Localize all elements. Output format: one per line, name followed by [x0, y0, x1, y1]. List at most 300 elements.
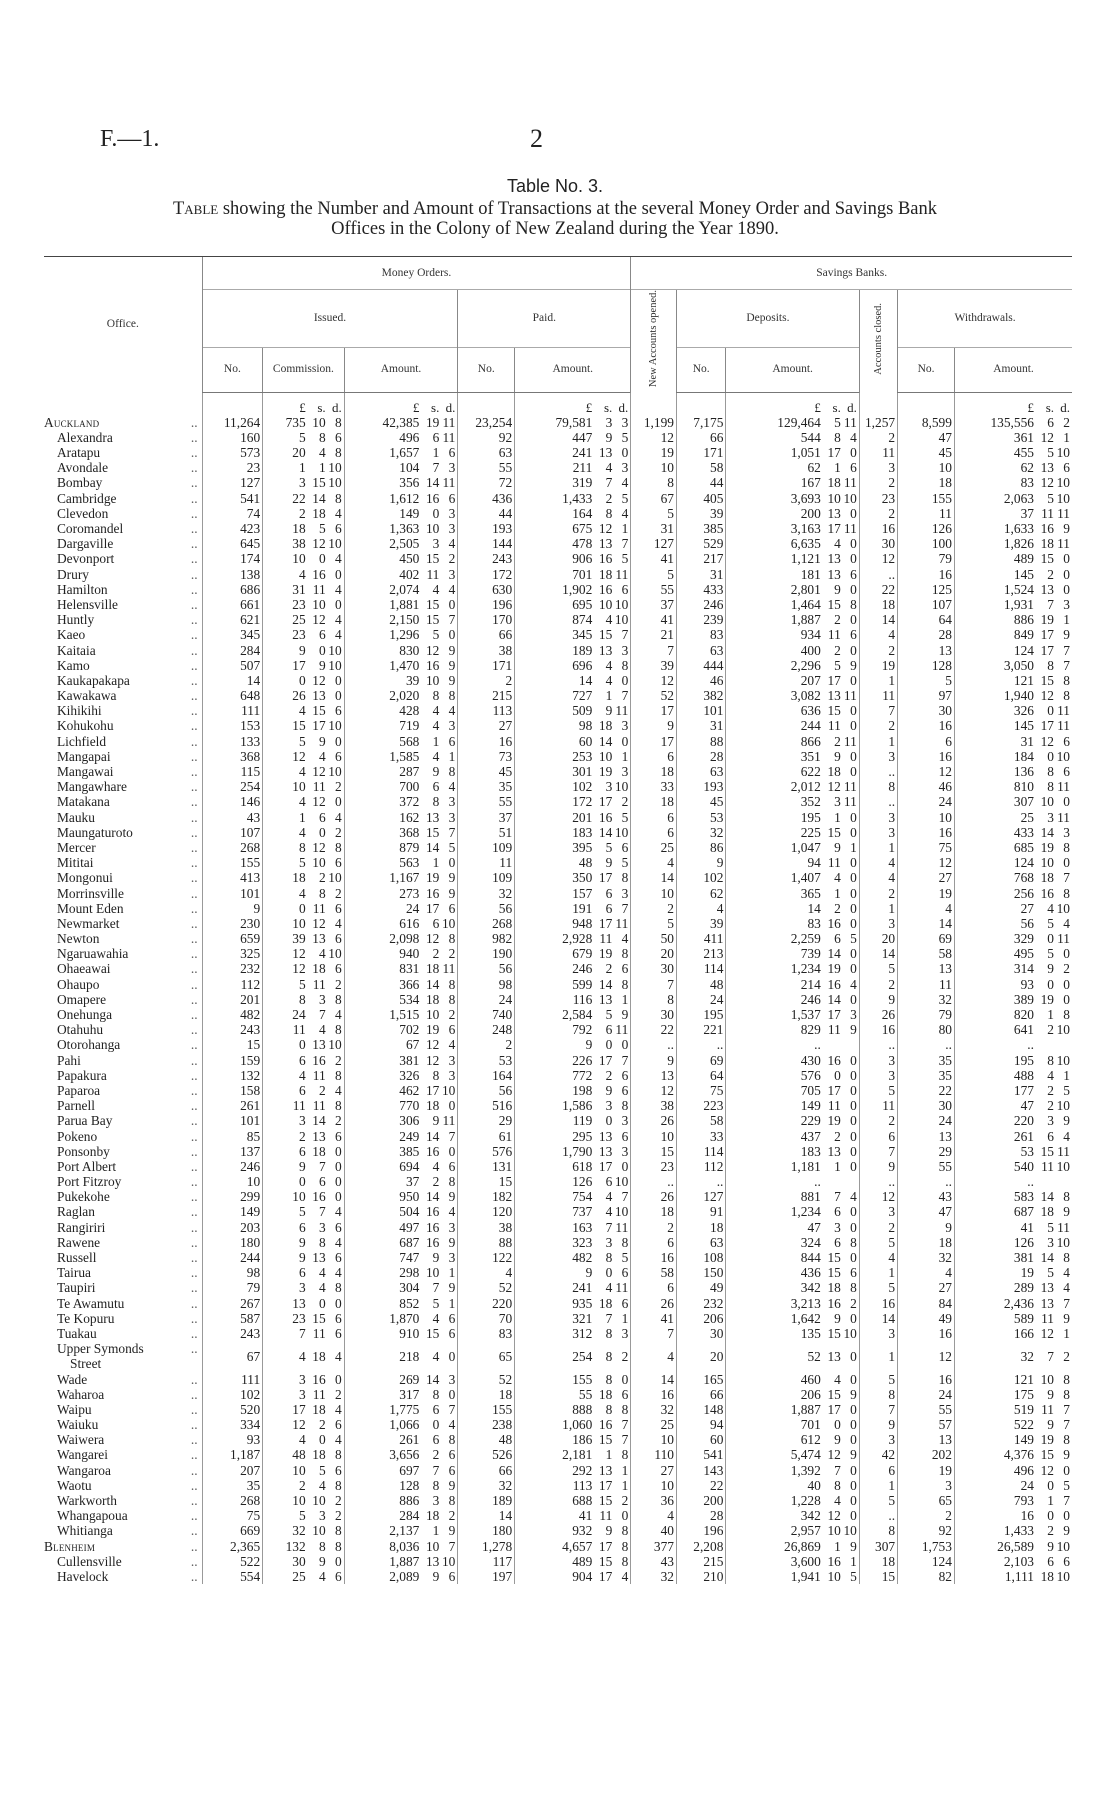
withdrawals-no-cell: 16 — [898, 1371, 955, 1386]
withdrawals-amount-cell: 583 14 8 — [954, 1189, 1072, 1204]
withdrawals-amount-cell: 589 11 9 — [954, 1311, 1072, 1326]
issued-no-cell: 645 — [202, 536, 263, 551]
issued-amount-cell: 402 11 3 — [344, 566, 458, 581]
issued-amount-cell: 24 17 6 — [344, 901, 458, 916]
withdrawals-no-cell: 80 — [898, 1022, 955, 1037]
paid-amount-cell: 254 8 2 — [515, 1341, 631, 1371]
paid-amount-cell: 906 16 5 — [515, 551, 631, 566]
new-accounts-cell: 18 — [631, 1204, 677, 1219]
table-row — [44, 931, 1072, 946]
issued-amount-cell: 317 8 0 — [344, 1387, 458, 1402]
issued-amount-cell: 1,657 1 6 — [344, 445, 458, 460]
issued-amount-cell: 831 18 11 — [344, 961, 458, 976]
leader-dots: .. — [190, 1310, 198, 1326]
table-row — [44, 688, 1072, 703]
issued-amount-cell: 534 18 8 — [344, 992, 458, 1007]
accounts-closed-cell: 18 — [859, 1554, 897, 1569]
new-accounts-cell: 31 — [631, 521, 677, 536]
withdrawals-amount-cell: 19 5 4 — [954, 1265, 1072, 1280]
deposits-no-cell: 382 — [677, 688, 726, 703]
deposits-no-cell: 86 — [677, 840, 726, 855]
deposits-amount-cell: 149 11 0 — [726, 1098, 859, 1113]
new-accounts-cell: 6 — [631, 825, 677, 840]
office-name: Pukekohe — [57, 1189, 110, 1205]
office-cell — [44, 536, 202, 551]
issued-no-cell: 246 — [202, 1159, 263, 1174]
withdrawals-amount-cell: 53 15 11 — [954, 1144, 1072, 1159]
new-accounts-cell: 10 — [631, 885, 677, 900]
paid-amount-cell: 2,928 11 4 — [515, 931, 631, 946]
issued-no-cell: 132 — [202, 1068, 263, 1083]
withdrawals-amount-cell: 522 9 7 — [954, 1417, 1072, 1432]
issued-no-cell: 522 — [202, 1554, 263, 1569]
withdrawals-amount-cell: 488 4 1 — [954, 1068, 1072, 1083]
issued-no-cell: 659 — [202, 931, 263, 946]
paid-amount-cell: 904 17 4 — [515, 1569, 631, 1584]
leader-dots: .. — [190, 1204, 198, 1220]
accounts-closed-cell: 3 — [859, 916, 897, 931]
issued-amount-cell: 428 4 4 — [344, 703, 458, 718]
leader-dots: .. — [190, 490, 198, 506]
deposits-amount-cell: 183 13 0 — [726, 1144, 859, 1159]
table-row — [44, 1007, 1072, 1022]
deposits-amount-cell: 167 18 11 — [726, 475, 859, 490]
accounts-closed-cell: .. — [859, 1174, 897, 1189]
office-cell — [44, 1523, 202, 1538]
deposits-amount-cell: 1,181 1 0 — [726, 1159, 859, 1174]
office-name: Port Fitzroy — [57, 1174, 122, 1190]
deposits-no-cell: 60 — [677, 1432, 726, 1447]
deposits-amount-cell: 94 11 0 — [726, 855, 859, 870]
paid-no-cell: 11 — [458, 855, 515, 870]
leader-dots: .. — [190, 1462, 198, 1478]
leader-dots: .. — [190, 414, 198, 430]
commission-cell: 5 7 4 — [263, 1204, 345, 1219]
office-cell — [44, 658, 202, 673]
paid-no-cell: 73 — [458, 749, 515, 764]
paid-no-cell: 32 — [458, 1478, 515, 1493]
issued-no-cell: 35 — [202, 1478, 263, 1493]
commission-units: £ s. d. — [263, 392, 345, 415]
accounts-closed-cell: 11 — [859, 445, 897, 460]
issued-amount-cell: 385 16 0 — [344, 1144, 458, 1159]
commission-cell: 8 3 8 — [263, 992, 345, 1007]
issued-no-cell: 299 — [202, 1189, 263, 1204]
accounts-closed-cell: 5 — [859, 1371, 897, 1386]
deposits-amount-cell: 3,693 10 10 — [726, 491, 859, 506]
withdrawals-amount-cell: 220 3 9 — [954, 1113, 1072, 1128]
deposits-no-cell: 94 — [677, 1417, 726, 1432]
withdrawals-amount-cell: 820 1 8 — [954, 1007, 1072, 1022]
commission-cell: 5 10 6 — [263, 855, 345, 870]
issued-no-cell: 413 — [202, 870, 263, 885]
paid-no-cell: 190 — [458, 946, 515, 961]
deposits-amount-cell: 324 6 8 — [726, 1235, 859, 1250]
withdrawals-amount-cell: 329 0 11 — [954, 931, 1072, 946]
issued-no-cell: 423 — [202, 521, 263, 536]
office-cell — [44, 916, 202, 931]
issued-amount-cell: 2,150 15 7 — [344, 612, 458, 627]
deposits-no-cell: 28 — [677, 749, 726, 764]
commission-cell: 24 7 4 — [263, 1007, 345, 1022]
deposits-no-cell: 69 — [677, 1052, 726, 1067]
commission-cell: 3 14 2 — [263, 1113, 345, 1128]
new-accounts-cell: 58 — [631, 1265, 677, 1280]
leader-dots: .. — [190, 1113, 198, 1129]
issued-no-cell: 138 — [202, 566, 263, 581]
commission-cell: 4 12 10 — [263, 764, 345, 779]
withdrawals-amount-cell: 3,050 8 7 — [954, 658, 1072, 673]
deposits-no-cell: 46 — [677, 673, 726, 688]
paid-no-cell: 4 — [458, 1265, 515, 1280]
deposits-amount-cell: 705 17 0 — [726, 1083, 859, 1098]
issued-no-cell: 669 — [202, 1523, 263, 1538]
withdrawals-no-cell: 12 — [898, 1341, 955, 1371]
office-cell — [44, 1463, 202, 1478]
accounts-closed-cell: 2 — [859, 885, 897, 900]
paid-no-cell: 16 — [458, 734, 515, 749]
issued-no-cell: 180 — [202, 1235, 263, 1250]
office-cell — [44, 430, 202, 445]
issued-amount-header: Amount. — [344, 347, 458, 392]
office-name: Mongonui — [57, 870, 113, 886]
deposits-amount-cell: 1,887 17 0 — [726, 1402, 859, 1417]
office-name: Waipu — [57, 1401, 92, 1417]
commission-cell: 5 9 0 — [263, 734, 345, 749]
paid-no-cell: 70 — [458, 1311, 515, 1326]
accounts-closed-cell: 3 — [859, 1432, 897, 1447]
table-row — [44, 1037, 1072, 1052]
commission-cell: 30 9 0 — [263, 1554, 345, 1569]
deposits-amount-cell: 430 16 0 — [726, 1052, 859, 1067]
leader-dots: .. — [190, 1022, 198, 1038]
commission-cell: 3 4 8 — [263, 1280, 345, 1295]
paid-amount-cell: 2,584 5 9 — [515, 1007, 631, 1022]
accounts-closed-cell: 14 — [859, 946, 897, 961]
deposits-no-cell: 32 — [677, 825, 726, 840]
withdrawals-no-cell: 69 — [898, 931, 955, 946]
paid-amount-cell: 164 8 4 — [515, 506, 631, 521]
withdrawals-amount-cell: 389 19 0 — [954, 992, 1072, 1007]
paid-no-cell: 248 — [458, 1022, 515, 1037]
office-name: Kihikihi — [57, 703, 102, 719]
paid-amount-cell: 695 10 10 — [515, 597, 631, 612]
withdrawals-amount-cell: .. — [954, 1037, 1072, 1052]
paid-amount-cell: 201 16 5 — [515, 809, 631, 824]
commission-cell: 10 11 2 — [263, 779, 345, 794]
commission-cell: 3 16 0 — [263, 1371, 345, 1386]
paid-no-cell: 88 — [458, 1235, 515, 1250]
accounts-closed-cell: 5 — [859, 1235, 897, 1250]
issued-no-cell: 112 — [202, 977, 263, 992]
deposits-amount-cell: 1,047 9 1 — [726, 840, 859, 855]
withdrawals-amount-cell: 126 3 10 — [954, 1235, 1072, 1250]
table-row — [44, 1068, 1072, 1083]
deposits-amount-cell: 225 15 0 — [726, 825, 859, 840]
office-name: Coromandel — [57, 521, 124, 537]
paid-amount-cell: 9 0 6 — [515, 1265, 631, 1280]
table-row — [44, 566, 1072, 581]
table-row — [44, 901, 1072, 916]
new-accounts-cell: 38 — [631, 1098, 677, 1113]
office-name: Huntly — [57, 612, 95, 628]
paid-no-cell: 170 — [458, 612, 515, 627]
withdrawals-no-cell: 11 — [898, 506, 955, 521]
paid-no-cell: 18 — [458, 1387, 515, 1402]
table-row — [44, 946, 1072, 961]
commission-cell: 25 12 4 — [263, 612, 345, 627]
paid-amount-cell: 1,902 16 6 — [515, 582, 631, 597]
deposits-amount-cell: 400 2 0 — [726, 642, 859, 657]
issued-amount-cell: 504 16 4 — [344, 1204, 458, 1219]
paid-no-cell: 155 — [458, 1402, 515, 1417]
paid-amount-cell: 688 15 2 — [515, 1493, 631, 1508]
withdrawals-amount-cell: 540 11 10 — [954, 1159, 1072, 1174]
issued-amount-cell: 2,505 3 4 — [344, 536, 458, 551]
accounts-closed-cell: 4 — [859, 1250, 897, 1265]
table-row — [44, 840, 1072, 855]
issued-no-cell: 74 — [202, 506, 263, 521]
withdrawals-amount-cell: 687 18 9 — [954, 1204, 1072, 1219]
commission-cell: 9 7 0 — [263, 1159, 345, 1174]
table-row — [44, 718, 1072, 733]
withdrawals-amount-cell: .. — [954, 1174, 1072, 1189]
leader-dots: .. — [190, 703, 198, 719]
new-accounts-cell: 20 — [631, 946, 677, 961]
table-row — [44, 673, 1072, 688]
office-cell — [44, 1311, 202, 1326]
issued-amount-cell: 886 3 8 — [344, 1493, 458, 1508]
deposits-amount-cell: 195 1 0 — [726, 809, 859, 824]
leader-dots: .. — [190, 657, 198, 673]
paid-no-cell: 2 — [458, 673, 515, 688]
office-cell — [44, 901, 202, 916]
deposits-no-cell: 246 — [677, 597, 726, 612]
office-name: Mangapai — [57, 748, 111, 764]
table-row — [44, 658, 1072, 673]
paid-amount-cell: 116 13 1 — [515, 992, 631, 1007]
office-cell — [44, 1280, 202, 1295]
new-accounts-cell: 25 — [631, 840, 677, 855]
leader-dots: .. — [190, 1493, 198, 1509]
withdrawals-no-cell: 24 — [898, 1387, 955, 1402]
issued-no-cell: 267 — [202, 1295, 263, 1310]
paid-no-cell: 2 — [458, 1037, 515, 1052]
leader-dots: .. — [190, 1158, 198, 1174]
deposits-amount-cell: .. — [726, 1037, 859, 1052]
new-accounts-cell: 41 — [631, 1311, 677, 1326]
table-body — [44, 392, 1072, 1584]
accounts-closed-cell: 4 — [859, 627, 897, 642]
deposits-amount-cell: 1,051 17 0 — [726, 445, 859, 460]
withdrawals-no-cell: 10 — [898, 460, 955, 475]
office-cell — [44, 1554, 202, 1569]
deposits-no-cell: .. — [677, 1174, 726, 1189]
office-cell — [44, 1295, 202, 1310]
deposits-amount-cell: 129,464 5 11 — [726, 415, 859, 430]
leader-dots: .. — [190, 1538, 198, 1554]
new-accounts-cell: 377 — [631, 1539, 677, 1554]
office-name: Parnell — [57, 1098, 95, 1114]
leader-dots: .. — [190, 1067, 198, 1083]
accounts-closed-cell: .. — [859, 566, 897, 581]
office-cell — [44, 764, 202, 779]
paid-no-cell: 66 — [458, 627, 515, 642]
issued-amount-cell: 496 6 11 — [344, 430, 458, 445]
issued-no-cell: 101 — [202, 1113, 263, 1128]
withdrawals-amount-units: £ s. d. — [954, 392, 1072, 415]
issued-amount-cell: 1,585 4 1 — [344, 749, 458, 764]
withdrawals-no-cell: 35 — [898, 1052, 955, 1067]
paid-amount-cell: 312 8 3 — [515, 1326, 631, 1341]
paid-amount-cell: 679 19 8 — [515, 946, 631, 961]
table-row — [44, 1463, 1072, 1478]
leader-dots: .. — [190, 566, 198, 582]
deposits-amount-cell: 1,887 2 0 — [726, 612, 859, 627]
issued-no-cell: 102 — [202, 1387, 263, 1402]
new-accounts-cell: 50 — [631, 931, 677, 946]
accounts-closed-cell: 3 — [859, 1068, 897, 1083]
paid-amount-cell: 447 9 5 — [515, 430, 631, 445]
issued-no-cell: 93 — [202, 1432, 263, 1447]
new-accounts-cell: 67 — [631, 491, 677, 506]
deposits-amount-cell: 3,082 13 11 — [726, 688, 859, 703]
accounts-closed-cell: 9 — [859, 1159, 897, 1174]
deposits-no-cell: 114 — [677, 1144, 726, 1159]
withdrawals-no-cell: 24 — [898, 1113, 955, 1128]
office-name: Avondale — [57, 460, 109, 476]
deposits-no-cell: 48 — [677, 977, 726, 992]
paid-amount-cell: 211 4 3 — [515, 460, 631, 475]
table-row — [44, 460, 1072, 475]
office-cell — [44, 1068, 202, 1083]
office-cell — [44, 794, 202, 809]
issued-amount-cell: 39 10 9 — [344, 673, 458, 688]
deposits-no-cell: 143 — [677, 1463, 726, 1478]
table-row — [44, 1311, 1072, 1326]
new-accounts-cell: 7 — [631, 1326, 677, 1341]
issued-amount-cell: 1,167 19 9 — [344, 870, 458, 885]
office-name: Rawene — [57, 1234, 101, 1250]
issued-no-cell: 149 — [202, 1204, 263, 1219]
commission-cell: 2 4 8 — [263, 1478, 345, 1493]
office-name: Rangiriri — [57, 1219, 106, 1235]
office-name: Warkworth — [57, 1493, 117, 1509]
new-accounts-cell: 26 — [631, 1113, 677, 1128]
paid-amount-cell: 350 17 8 — [515, 870, 631, 885]
deposits-amount-cell: 207 17 0 — [726, 673, 859, 688]
deposits-amount-cell: 739 14 0 — [726, 946, 859, 961]
issued-amount-cell: 694 4 6 — [344, 1159, 458, 1174]
deposits-amount-cell: 1,392 7 0 — [726, 1463, 859, 1478]
withdrawals-amount-cell: 2,103 6 6 — [954, 1554, 1072, 1569]
issued-amount-cell: 702 19 6 — [344, 1022, 458, 1037]
commission-cell: 20 4 8 — [263, 445, 345, 460]
table-row — [44, 977, 1072, 992]
table-row — [44, 1341, 1072, 1371]
withdrawals-no-cell: 13 — [898, 961, 955, 976]
issued-amount-cell: 2,020 8 8 — [344, 688, 458, 703]
paid-no-cell: 56 — [458, 901, 515, 916]
issued-amount-cell: 273 16 9 — [344, 885, 458, 900]
withdrawals-no-cell: 79 — [898, 1007, 955, 1022]
table-row — [44, 749, 1072, 764]
leader-dots: .. — [190, 1508, 198, 1524]
office-cell — [44, 1159, 202, 1174]
paid-no-cell: 526 — [458, 1447, 515, 1462]
deposits-no-cell: 217 — [677, 551, 726, 566]
deposits-amount-cell: 40 8 0 — [726, 1478, 859, 1493]
new-accounts-cell: 21 — [631, 627, 677, 642]
table-row — [44, 627, 1072, 642]
paid-no-cell: 109 — [458, 840, 515, 855]
office-name: Otahuhu — [57, 1022, 104, 1038]
office-cell — [44, 1539, 202, 1554]
table-row — [44, 885, 1072, 900]
accounts-closed-cell: 2 — [859, 506, 897, 521]
new-accounts-cell: .. — [631, 1174, 677, 1189]
accounts-closed-cell: 6 — [859, 1463, 897, 1478]
deposits-amount-cell: 62 1 6 — [726, 460, 859, 475]
paid-no-cell: 98 — [458, 977, 515, 992]
deposits-amount-cell: 1,941 10 5 — [726, 1569, 859, 1584]
withdrawals-no-cell: 82 — [898, 1569, 955, 1584]
issued-no-cell: 325 — [202, 946, 263, 961]
office-cell — [44, 1387, 202, 1402]
deposits-no-cell: 45 — [677, 794, 726, 809]
withdrawals-no-cell: 19 — [898, 1463, 955, 1478]
accounts-closed-cell: 12 — [859, 1189, 897, 1204]
new-accounts-cell: 17 — [631, 703, 677, 718]
deposits-no-header: No. — [677, 347, 726, 392]
paid-amount-cell: 319 7 4 — [515, 475, 631, 490]
accounts-closed-cell: 30 — [859, 536, 897, 551]
new-accounts-cell: 5 — [631, 566, 677, 581]
paid-amount-cell: 737 4 10 — [515, 1204, 631, 1219]
table-row — [44, 536, 1072, 551]
commission-cell: 0 12 0 — [263, 673, 345, 688]
new-accounts-cell: 16 — [631, 1387, 677, 1402]
accounts-closed-cell: 42 — [859, 1447, 897, 1462]
table-description-line2: Offices in the Colony of New Zealand during the Year 1890. — [331, 219, 779, 239]
leader-dots: .. — [190, 779, 198, 795]
office-cell — [44, 506, 202, 521]
new-accounts-cell: 19 — [631, 445, 677, 460]
paid-no-cell: 83 — [458, 1326, 515, 1341]
withdrawals-amount-cell: 184 0 10 — [954, 749, 1072, 764]
new-accounts-cell: 4 — [631, 1341, 677, 1371]
table-row — [44, 1478, 1072, 1493]
office-cell — [44, 961, 202, 976]
withdrawals-no-cell: .. — [898, 1174, 955, 1189]
table-row — [44, 1022, 1072, 1037]
office-name: Upper Symonds — [57, 1341, 144, 1357]
paid-no-cell: 63 — [458, 445, 515, 460]
withdrawals-amount-cell: 32 7 2 — [954, 1341, 1072, 1371]
table-row — [44, 1174, 1072, 1189]
accounts-closed-cell: 18 — [859, 597, 897, 612]
deposits-amount-cell: 1,537 17 3 — [726, 1007, 859, 1022]
deposits-amount-cell: 244 11 0 — [726, 718, 859, 733]
commission-cell: 17 18 4 — [263, 1402, 345, 1417]
table-row — [44, 1554, 1072, 1569]
leader-dots: .. — [190, 1295, 198, 1311]
accounts-closed-cell: 2 — [859, 1113, 897, 1128]
paid-no-cell: 120 — [458, 1204, 515, 1219]
deposits-amount-cell: 460 4 0 — [726, 1371, 859, 1386]
withdrawals-amount-cell: 793 1 7 — [954, 1493, 1072, 1508]
deposits-amount-cell: 2,957 10 10 — [726, 1523, 859, 1538]
